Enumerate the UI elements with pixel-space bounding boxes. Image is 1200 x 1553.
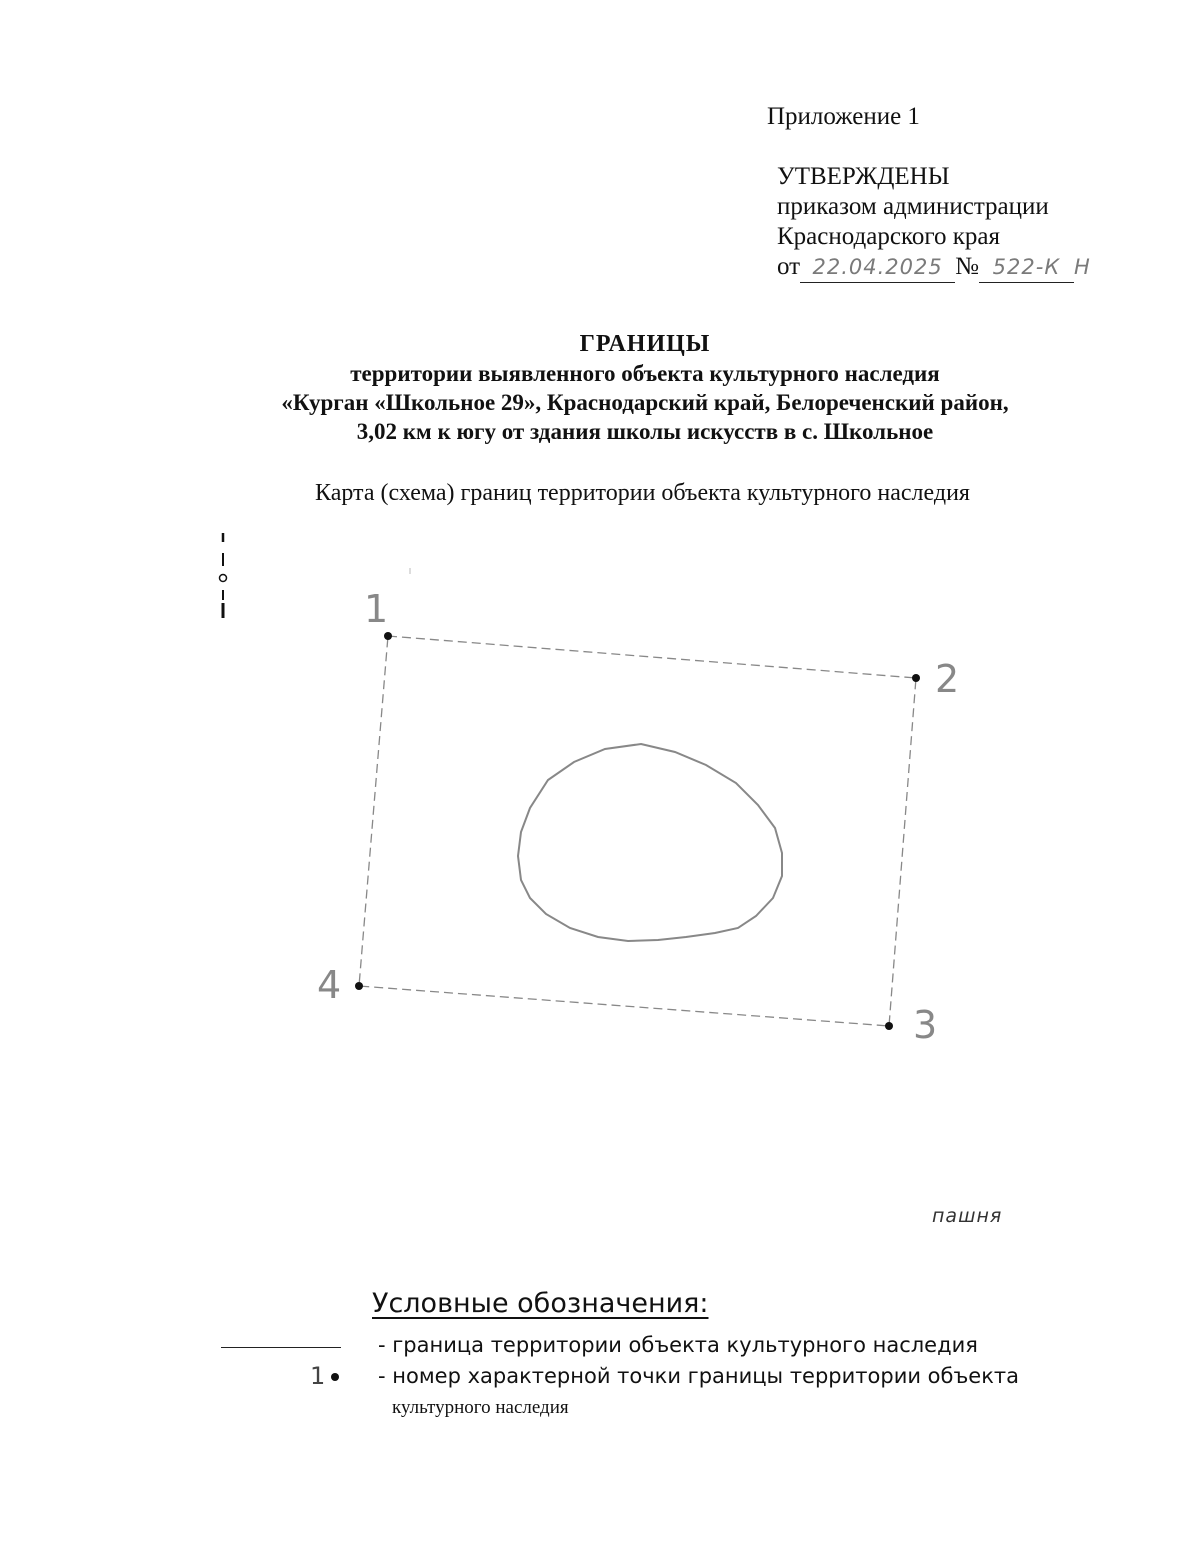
approval-line-3: Краснодарского края [777, 223, 1000, 250]
appendix-label: Приложение 1 [767, 103, 920, 130]
number-sign: № [955, 253, 979, 280]
point-dot-icon [331, 1373, 339, 1381]
boundary-polygon [359, 636, 916, 1026]
point-label-2: 2 [935, 657, 960, 701]
boundary-point-4 [355, 982, 363, 990]
date-prefix: от [777, 253, 801, 280]
legend-point-text-continued: культурного наследия [392, 1397, 569, 1418]
title-line-1: ГРАНИЦЫ [579, 331, 711, 357]
legend-point-number: 1 [310, 1362, 326, 1390]
point-label-1: 1 [364, 587, 389, 631]
legend-boundary-text: - граница территории объекта культурного наследия [378, 1333, 978, 1357]
point-label-4: 4 [317, 963, 342, 1007]
legend-point-symbol [310, 1362, 339, 1390]
approval-line-1: УТВЕРЖДЕНЫ [777, 163, 950, 190]
north-arrow-icon [220, 533, 227, 618]
legend-point-text: - номер характерной точки границы территории объекта [378, 1364, 1020, 1388]
legend-boundary-line-symbol [221, 1347, 341, 1348]
map-caption: Карта (схема) границ территории объекта культурного наследия [315, 480, 970, 506]
handwritten-number: 522-К [979, 252, 1074, 283]
handwritten-date: 22.04.2025 [800, 252, 955, 283]
title-line-2: территории выявленного объекта культурного наследия [350, 361, 940, 386]
mound-outline [518, 744, 782, 941]
title-line-4: 3,02 км к югу от здания школы искусств в с. Школьное [356, 419, 934, 444]
boundary-point-1 [384, 632, 392, 640]
approval-line-2: приказом администрации [777, 193, 1049, 220]
handwritten-number-suffix: Н [1073, 255, 1090, 279]
boundary-point-3 [885, 1022, 893, 1030]
land-use-label: пашня [932, 1205, 1003, 1227]
boundary-point-2 [912, 674, 920, 682]
boundary-points [355, 632, 920, 1030]
legend-title: Условные обозначения: [372, 1288, 709, 1319]
point-label-3: 3 [913, 1003, 938, 1047]
title-line-3: «Курган «Школьное 29», Краснодарский край, Белореченский район, [281, 390, 1009, 415]
